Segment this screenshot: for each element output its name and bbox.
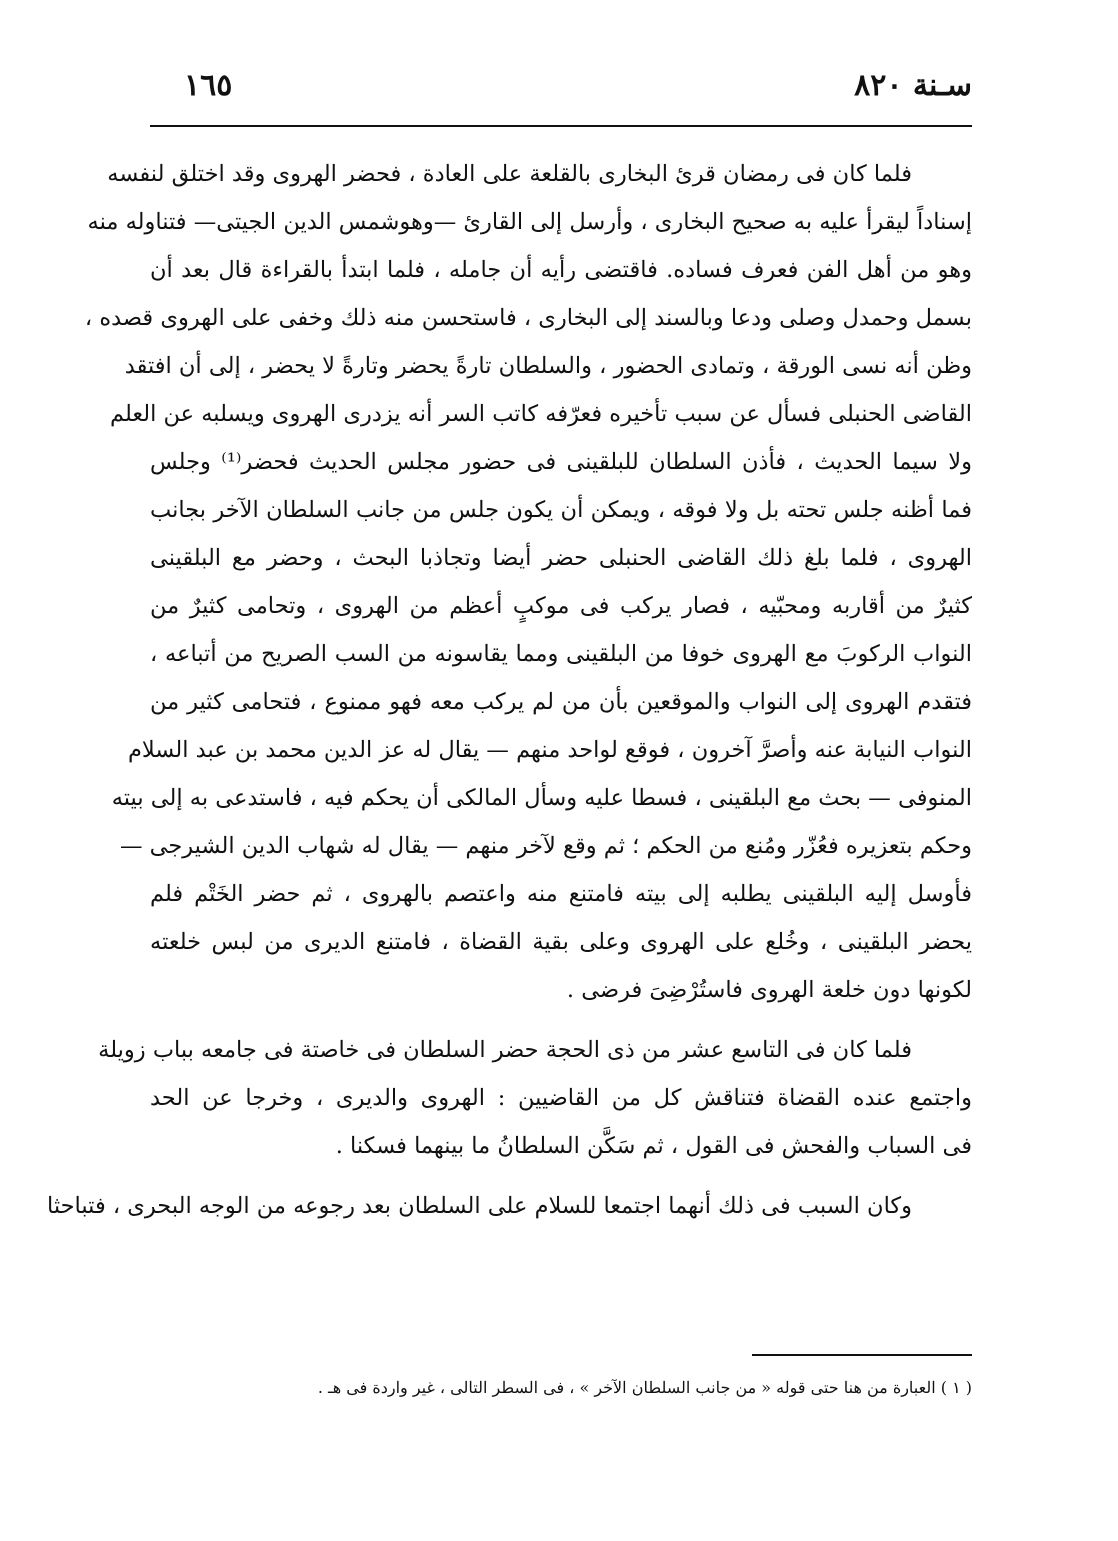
text-line: يحضر البلقينى ، وخُلع على الهروى وعلى بقية القضاة ، فامتنع الديرى من لبس خلعته xyxy=(150,929,972,955)
text-line: كثيرٌ من أقاربه ومحبّيه ، فصار يركب فى موكبٍ أعظم من الهروى ، وتحامى كثيرٌ من xyxy=(150,593,972,619)
text-line: فتقدم الهروى إلى النواب والموقعين بأن من لم يركب معه فهو ممنوع ، فتحامى كثير من xyxy=(150,689,972,715)
text-line: النواب النيابة عنه وأصرَّ آخرون ، فوقع لواحد منهم — يقال له عز الدين محمد بن عبد السلام xyxy=(127,737,972,763)
header-rule xyxy=(150,125,972,127)
paragraph-gap xyxy=(150,1014,972,1026)
text-line: القاضى الحنبلى فسأل عن سبب تأخيره فعرّفه كاتب السر أنه يزدرى الهروى ويسلبه عن العلم xyxy=(110,401,972,427)
text-line: وحكم بتعزيره فعُزّر ومُنع من الحكم ؛ ثم وقع لآخر منهم — يقال له شهاب الدين الشيرجى — xyxy=(119,833,972,859)
paragraph-gap xyxy=(150,1170,972,1182)
text-line: فما أظنه جلس تحته بل ولا فوقه ، ويمكن أن يكون جلس من جانب السلطان الآخر بجانب xyxy=(150,497,972,523)
paragraph-2 xyxy=(98,1026,972,1170)
text-line: وظن أنه نسى الورقة ، وتمادى الحضور ، والسلطان تارةً يحضر وتارةً لا يحضر ، إلى أن افتقد xyxy=(124,353,972,379)
text-line: النواب الركوبَ مع الهروى خوفا من البلقينى ومما يقاسونه من السب الصريح من أتباعه ، xyxy=(150,641,972,667)
running-title: سـنة ٨٢٠ xyxy=(854,68,972,103)
text-line: بسمل وحمدل وصلى ودعا وبالسند إلى البخارى ، فاستحسن منه ذلك وخفى على الهروى قصده ، xyxy=(84,305,972,331)
text-line: فلما كان فى التاسع عشر من ذى الحجة حضر السلطان فى خاصتة فى جامعه بباب زويلة xyxy=(98,1037,912,1063)
text-line: وهو من أهل الفن فعرف فساده. فاقتضى رأيه أن جامله ، فلما ابتدأ بالقراءة قال بعد أن xyxy=(150,257,972,283)
text-line: فلما كان فى رمضان قرئ البخارى بالقلعة على العادة ، فحضر الهروى وقد اختلق لنفسه xyxy=(107,161,912,187)
text-line: واجتمع عنده القضاة فتناقش كل من القاضيين : الهروى والديرى ، وخرجا عن الحد xyxy=(150,1085,972,1111)
text-line: لكونها دون خلعة الهروى فاستُرْضِىَ فرضى . xyxy=(566,977,972,1003)
text-line: فى السباب والفحش فى القول ، ثم سَكَّن السلطانُ ما بينهما فسكنا . xyxy=(335,1133,972,1159)
text-line: وكان السبب فى ذلك أنهما اجتمعا للسلام على السلطان بعد رجوعه من الوجه البحرى ، فتباحثا xyxy=(46,1193,912,1219)
paragraph-3 xyxy=(46,1182,972,1230)
text-line: المنوفى — بحث مع البلقينى ، فسطا عليه وسأل المالكى أن يحكم فيه ، فاستدعى به إلى بيته xyxy=(111,785,972,811)
body-text xyxy=(46,150,973,1230)
page-header xyxy=(150,60,972,120)
page-number: ١٦٥ xyxy=(184,68,233,103)
footnote-rule xyxy=(752,1354,972,1356)
text-line: فأوسل إليه البلقينى يطلبه إلى بيته فامتنع منه واعتصم بالهروى ، ثم حضر الخَتْم فلم xyxy=(150,881,972,907)
text-line: إسناداً ليقرأ عليه به صحيح البخارى ، وأرسل إلى القارئ —وهوشمس الدين الجيتى— فتناوله منه xyxy=(87,209,972,235)
footnote: ( ١ ) العبارة من هنا حتى قوله « من جانب السلطان الآخر » ، فى السطر التالى ، غير واردة فى هـ . xyxy=(317,1378,972,1397)
paragraph-1 xyxy=(84,150,973,1014)
text-line: ولا سيما الحديث ، فأذن السلطان للبلقينى فى حضور مجلس الحديث فحضر⁽¹⁾ وجلس xyxy=(150,449,973,475)
text-line: الهروى ، فلما بلغ ذلك القاضى الحنبلى حضر أيضا وتجاذبا البحث ، وحضر مع البلقينى xyxy=(150,545,972,571)
